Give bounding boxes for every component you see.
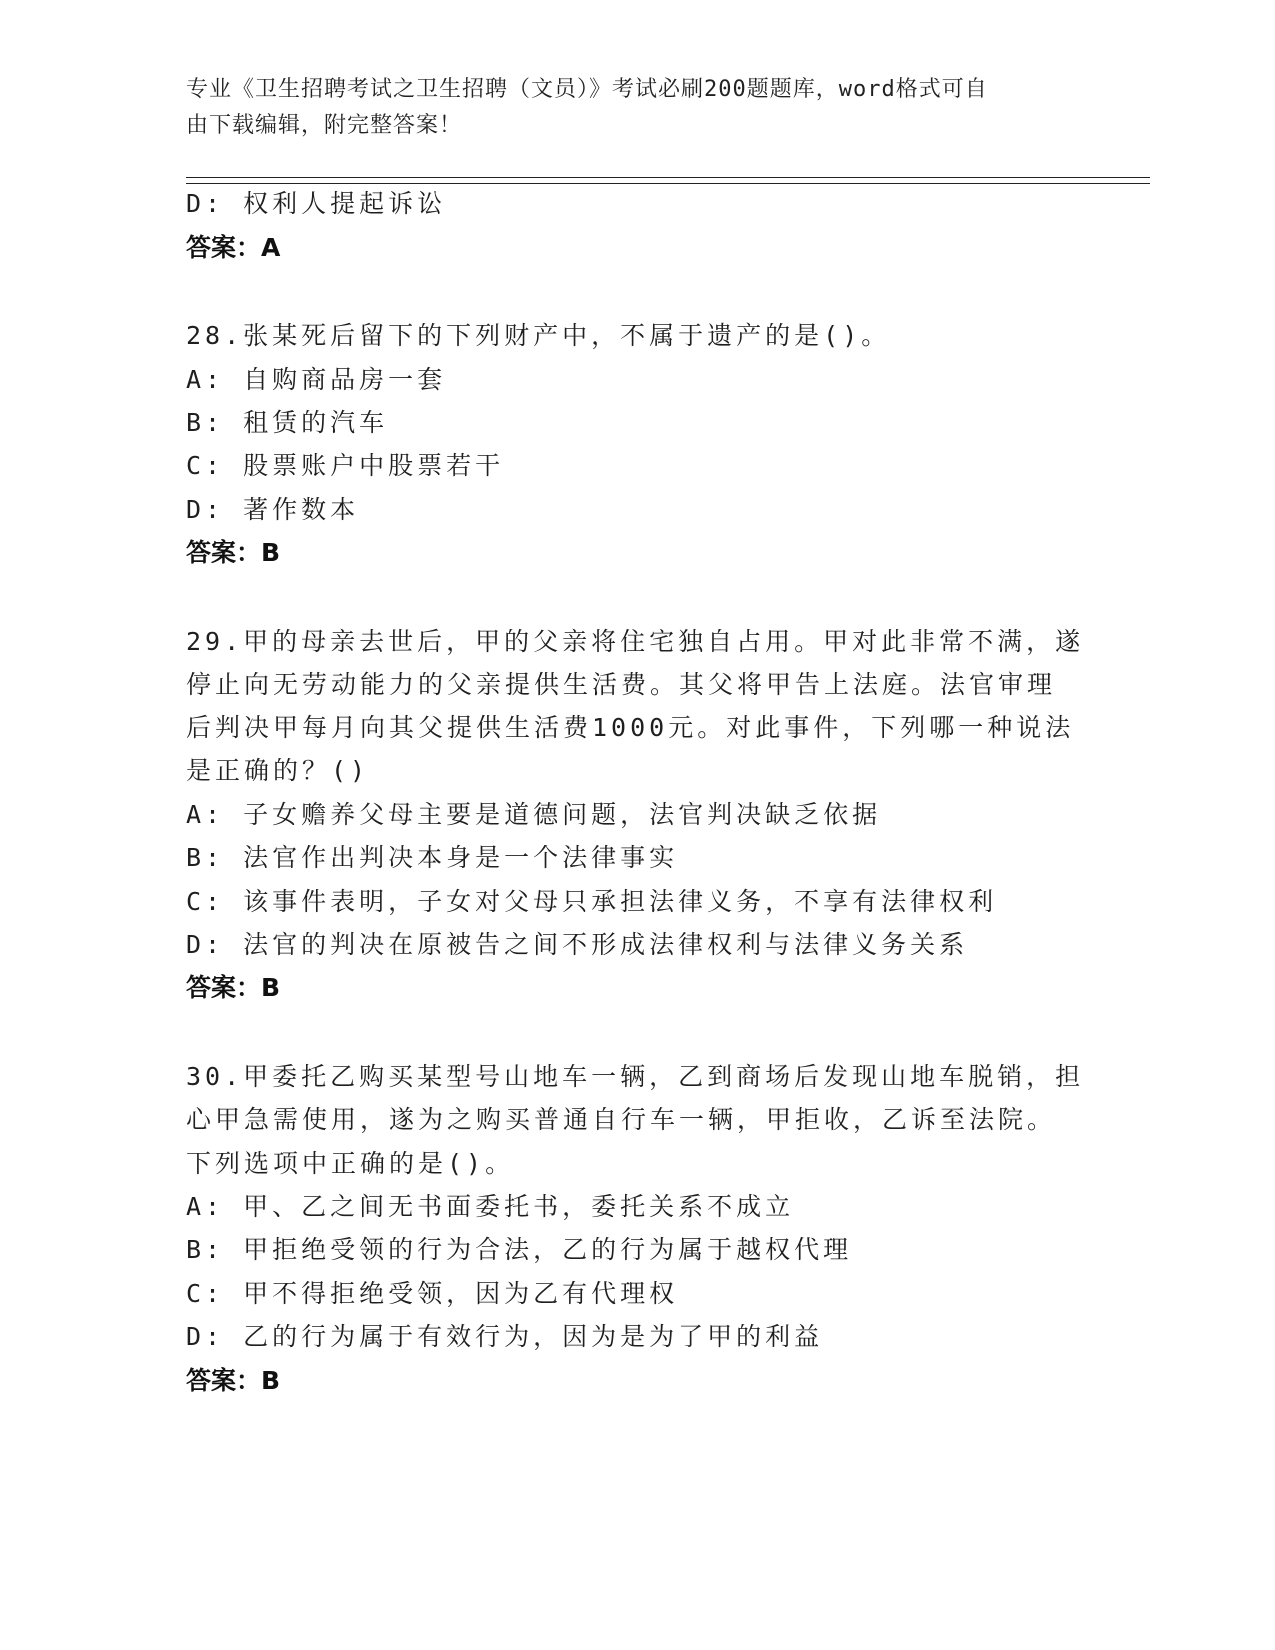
- q29-answer: 答案：B: [186, 973, 281, 1002]
- q29-stem-line-4: 是正确的？(): [186, 756, 370, 785]
- prev-answer: 答案：A: [186, 233, 281, 262]
- header-divider: [186, 177, 1150, 184]
- q30-option-d: D: 乙的行为属于有效行为，因为是为了甲的利益: [186, 1322, 824, 1351]
- q29-option-d: D: 法官的判决在原被告之间不形成法律权利与法律义务关系: [186, 930, 969, 959]
- q30-stem-line-2: 心甲急需使用，遂为之购买普通自行车一辆，甲拒收，乙诉至法院。: [186, 1105, 1057, 1134]
- q29-option-c: C: 该事件表明，子女对父母只承担法律义务，不享有法律权利: [186, 887, 998, 916]
- q28-stem-line-1: 28.张某死后留下的下列财产中，不属于遗产的是()。: [186, 321, 891, 350]
- q28-option-a: A: 自购商品房一套: [186, 365, 447, 394]
- header-line-1: 专业《卫生招聘考试之卫生招聘（文员）》考试必刷200题题库，word格式可自: [186, 77, 988, 102]
- document-header: [186, 72, 1066, 144]
- q30-answer: 答案：B: [186, 1366, 281, 1395]
- q28-option-d: D: 著作数本: [186, 495, 360, 524]
- q29-option-a: A: 子女赡养父母主要是道德问题，法官判决缺乏依据: [186, 800, 882, 829]
- prev-option-d: D: 权利人提起诉讼: [186, 189, 447, 218]
- q30-option-b: B: 甲拒绝受领的行为合法，乙的行为属于越权代理: [186, 1235, 853, 1264]
- q29-stem-line-1: 29.甲的母亲去世后，甲的父亲将住宅独自占用。甲对此非常不满，遂: [186, 627, 1085, 656]
- q29-option-b: B: 法官作出判决本身是一个法律事实: [186, 843, 679, 872]
- q30-option-c: C: 甲不得拒绝受领，因为乙有代理权: [186, 1279, 679, 1308]
- q30-stem-line-1: 30.甲委托乙购买某型号山地车一辆，乙到商场后发现山地车脱销，担: [186, 1062, 1085, 1091]
- q29-stem-line-3: 后判决甲每月向其父提供生活费1000元。对此事件，下列哪一种说法: [186, 713, 1075, 742]
- q28-option-b: B: 租赁的汽车: [186, 408, 389, 437]
- header-line-2: 由下载编辑，附完整答案！: [186, 113, 463, 138]
- q28-option-c: C: 股票账户中股票若干: [186, 451, 505, 480]
- q30-stem-line-3: 下列选项中正确的是()。: [186, 1149, 515, 1178]
- q30-option-a: A: 甲、乙之间无书面委托书，委托关系不成立: [186, 1192, 795, 1221]
- q29-stem-line-2: 停止向无劳动能力的父亲提供生活费。其父将甲告上法庭。法官审理: [186, 670, 1057, 699]
- q28-answer: 答案：B: [186, 538, 281, 567]
